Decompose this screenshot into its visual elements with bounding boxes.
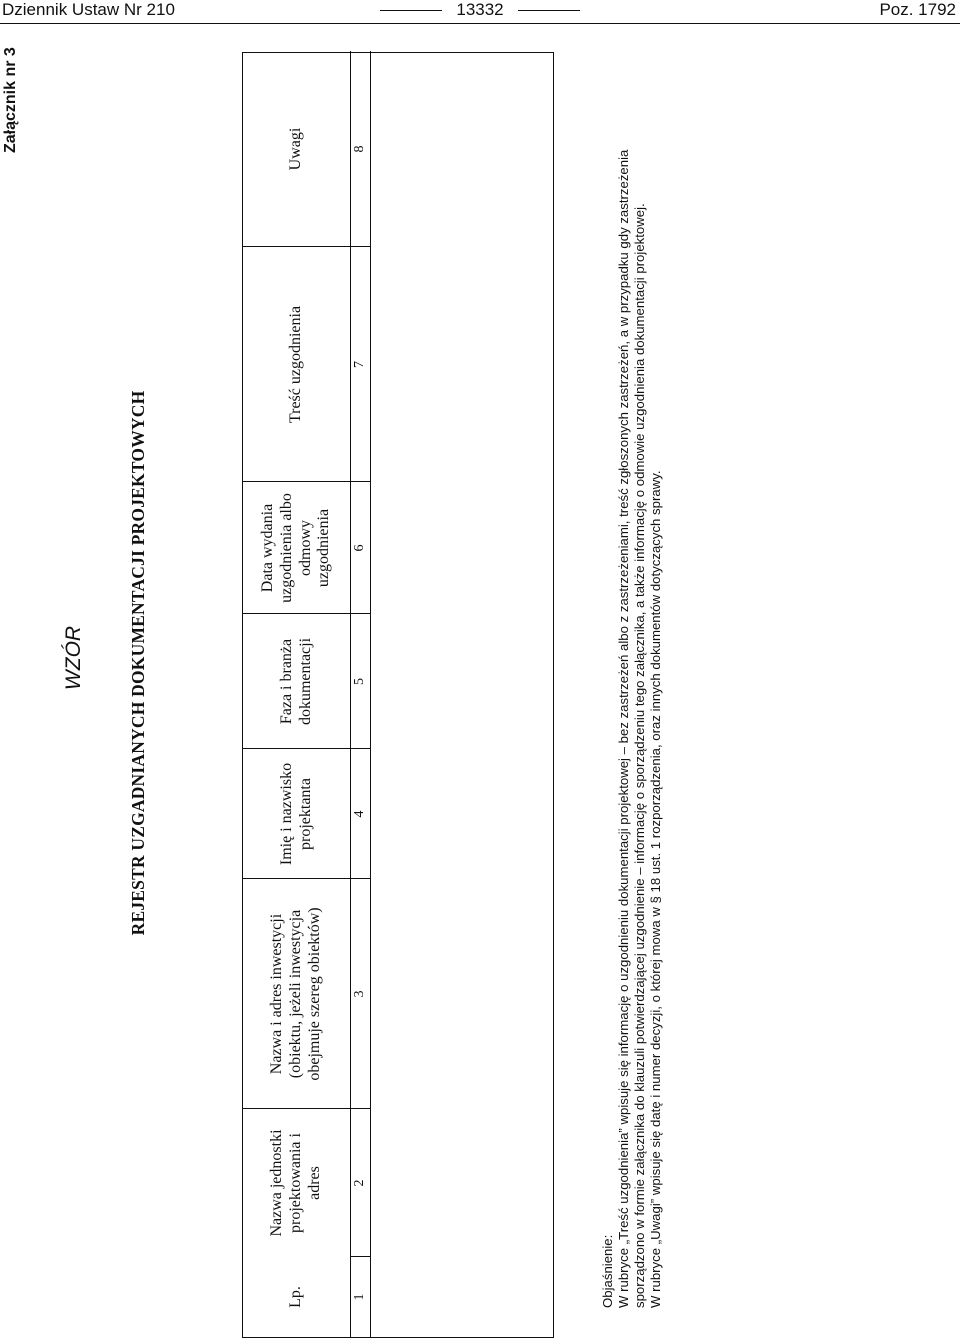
column-number-date: 6 — [352, 544, 367, 552]
template-label: WZÓR — [62, 625, 85, 691]
journal-name: Dziennik Ustaw Nr 210 — [2, 0, 175, 19]
column-header-investment: Nazwa i adres inwestycji (obiektu, jeżeli inwestycja obejmuje szereg obiektów) — [268, 907, 323, 1081]
column-header-remarks: Uwagi — [287, 127, 305, 171]
explanation-heading: Objaśnienie: — [600, 1234, 615, 1308]
column-header-lp: Lp. — [287, 1286, 305, 1308]
explanation-line: sporządzono w formie załącznika do klauzuli potwierdzającej uzgodnienie – informację o sporządzeniu tego załącznika, a także informację o odmowie uzgodnienia dokumentacji projektowej. — [632, 203, 647, 1308]
column-header-phase: Faza i branża dokumentacji — [277, 637, 314, 726]
position-number: Poz. 1792 — [879, 0, 956, 19]
column-header-content: Treść uzgodnienia — [287, 305, 305, 424]
column-number-unit: 2 — [352, 1179, 367, 1187]
attachment-label: Załącznik nr 3 — [2, 47, 19, 153]
header-separator — [350, 51, 351, 1337]
document-title: REJESTR UZGADNIANYCH DOKUMENTACJI PROJEKTOWYCH — [128, 390, 148, 936]
column-header-designer: Imię i nazwisko projektanta — [277, 762, 314, 866]
column-number-designer: 4 — [352, 810, 367, 818]
column-number-lp: 1 — [352, 1293, 367, 1301]
column-number-content: 7 — [352, 361, 367, 368]
explanation-line: W rubryce „Uwagi” wpisuje się datę i numer decyzji, o której mowa w § 18 ust. 1 rozporządzenia, oraz innych dokumentów dotyczących sprawy. — [648, 470, 663, 1308]
column-number-phase: 5 — [352, 678, 367, 685]
explanation-line: W rubryce „Treść uzgodnienia” wpisuje się informację o uzgodnieniu dokumentacji projektowej – bez zastrzeżeń albo z zastrzeżeniami, treść zgłoszonych zastrzeżeń, a w przypadku gdy zastrzeżenia — [616, 149, 631, 1308]
column-number-investment: 3 — [352, 990, 367, 998]
register-table — [242, 52, 554, 1338]
column-divider — [350, 1256, 370, 1257]
column-header-date: Data wydania uzgodnienia albo odmowy uzgodnienia — [258, 493, 333, 603]
page-number-text: 13332 — [456, 0, 504, 19]
column-header-unit: Nazwa jednostki projektowania i adres — [268, 1129, 323, 1237]
explanation — [600, 48, 664, 1308]
column-number-remarks: 8 — [352, 145, 367, 153]
number-row-separator — [370, 51, 371, 1337]
